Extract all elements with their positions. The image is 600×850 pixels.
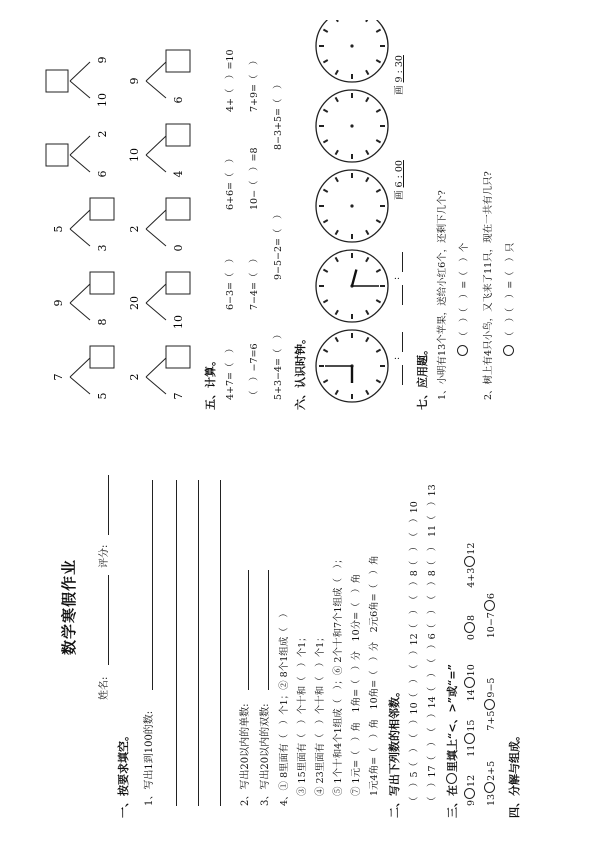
number-tree bbox=[128, 272, 190, 329]
answer-line[interactable] bbox=[248, 570, 249, 690]
number-tree bbox=[52, 272, 114, 326]
tree-left-number: 6 bbox=[96, 170, 109, 178]
number-tree bbox=[52, 198, 114, 252]
q2-prompt: 2、写出20以内的单数: bbox=[240, 703, 251, 806]
tree-branch bbox=[70, 81, 90, 98]
clock-rim bbox=[316, 20, 388, 82]
page-title: 数学寒假作业 bbox=[60, 558, 78, 655]
clock-center bbox=[350, 44, 353, 47]
calc-item: 5+3−4=（ ） bbox=[273, 329, 284, 400]
tree-left-number: 5 bbox=[96, 392, 109, 400]
q4-row: ④ 23里面有（ ）个十和（ ）个1； bbox=[315, 632, 326, 796]
tree-right-number: 9 bbox=[96, 56, 109, 64]
number-tree bbox=[128, 198, 190, 252]
operator-circle[interactable] bbox=[457, 345, 468, 356]
tree-branch bbox=[146, 62, 166, 81]
q3-prompt: 3、写出20以内的双数: bbox=[260, 703, 271, 806]
name-label: 姓名: bbox=[99, 676, 110, 700]
neighbor-row: （ ）17（ ） （ ）14（ ） （ ）6（ ） （ ）8（ ） 11（ ）13 bbox=[427, 484, 438, 806]
answer-box bbox=[166, 272, 190, 294]
tree-top-number: 2 bbox=[128, 373, 141, 381]
q4-row: 4、① 8里面有（ ）个1；② 8个1组成（ ） bbox=[279, 608, 290, 806]
calc-item: （ ）−7=6 bbox=[249, 343, 260, 400]
calc-item: 4+7=（ ） bbox=[225, 343, 236, 400]
compare-circle[interactable] bbox=[464, 788, 475, 799]
tree-branch bbox=[70, 377, 90, 394]
q4-row: ⑦ 1元=（ ）角 1角=（ ）分 10分=（ ）角 bbox=[351, 573, 362, 796]
tree-branch bbox=[70, 136, 90, 155]
compare-row: 132+5 7+59−5 10−76 bbox=[486, 593, 497, 806]
tree-left-number: 3 bbox=[96, 244, 109, 252]
section-3-heading: 三、在里填上“<、>”或“=” bbox=[446, 664, 459, 818]
word-problem-1: 1、小明有13个苹果，送给小红6个，还剩下几个? bbox=[437, 190, 448, 400]
tree-branch bbox=[70, 229, 90, 246]
tree-top-number: 9 bbox=[52, 299, 65, 307]
score-label: 评分: bbox=[99, 544, 110, 568]
clock-face bbox=[316, 20, 388, 82]
number-tree bbox=[128, 124, 190, 178]
clock-face bbox=[316, 90, 388, 162]
section-7-heading: 七、应用题。 bbox=[416, 344, 429, 410]
section-1-heading: 一、按要求填空。 bbox=[117, 730, 130, 818]
draw-time-prompt: 画 6 : 00 bbox=[394, 160, 405, 200]
answer-box bbox=[90, 346, 114, 368]
tree-top-number: 9 bbox=[128, 77, 141, 85]
tree-branch bbox=[70, 62, 90, 81]
calc-item: 9−5−2=（ ） bbox=[273, 209, 284, 280]
answer-line[interactable] bbox=[152, 480, 153, 690]
tree-branch bbox=[146, 358, 166, 377]
tree-left-number: 4 bbox=[172, 170, 185, 178]
calc-item: 6−3=（ ） bbox=[225, 253, 236, 310]
q4-row: 1元4角=（ ）角 10角=（ ）分 2元6角=（ ）角 bbox=[369, 555, 380, 796]
tree-top-number: 10 bbox=[128, 148, 141, 162]
answer-box bbox=[90, 272, 114, 294]
answer-line[interactable] bbox=[220, 480, 221, 806]
q1-prompt: 1、写出1到100的数: bbox=[144, 710, 155, 806]
section-6-heading: 六、认识时钟。 bbox=[294, 333, 307, 410]
compare-circle[interactable] bbox=[464, 556, 475, 567]
compare-circle[interactable] bbox=[484, 699, 495, 710]
tree-branch bbox=[70, 303, 90, 320]
tree-branch bbox=[146, 81, 166, 98]
circle-icon bbox=[446, 773, 457, 784]
calc-item: 6+6=（ ） bbox=[225, 153, 236, 210]
section-4-heading: 四、分解与组成。 bbox=[508, 730, 521, 818]
tree-branch bbox=[146, 155, 166, 172]
tree-left-number: 10 bbox=[96, 93, 109, 107]
number-tree bbox=[52, 346, 114, 400]
tree-right-number: 2 bbox=[96, 130, 109, 138]
tree-branch bbox=[146, 377, 166, 394]
name-field[interactable] bbox=[108, 575, 109, 665]
tree-branch bbox=[70, 210, 90, 229]
clock-face bbox=[316, 170, 388, 242]
tree-left-number: 8 bbox=[96, 318, 109, 326]
time-answer-line[interactable] bbox=[402, 252, 403, 272]
draw-time-prompt: 画 9 : 30 bbox=[394, 55, 405, 95]
answer-line[interactable] bbox=[198, 480, 199, 806]
decomposition-trees bbox=[40, 30, 200, 410]
clock-face bbox=[316, 250, 388, 322]
compare-circle[interactable] bbox=[464, 677, 475, 688]
calc-item: 7+9=（ ） bbox=[249, 55, 260, 112]
calc-item: 8−3+5=（ ） bbox=[273, 79, 284, 150]
q4-row: ③ 15里面有（ ）个十和（ ）个1； bbox=[297, 632, 308, 796]
tree-top-number: 5 bbox=[52, 225, 65, 233]
tree-branch bbox=[146, 136, 166, 155]
answer-box bbox=[166, 346, 190, 368]
clock-center bbox=[350, 124, 353, 127]
operator-circle[interactable] bbox=[503, 345, 514, 356]
neighbor-row: （ ）5（ ） （ ）10（ ） （ ）12（ ） （ ）8（ ） （ ）10 bbox=[409, 501, 420, 806]
calc-item: 4+（ ）=10 bbox=[225, 49, 236, 112]
tree-branch bbox=[146, 303, 166, 320]
calc-item: 7−4=（ ） bbox=[249, 253, 260, 310]
number-tree bbox=[46, 57, 109, 108]
number-tree bbox=[128, 346, 190, 400]
clock-center bbox=[350, 204, 353, 207]
answer-box bbox=[166, 124, 190, 146]
time-answer-line[interactable] bbox=[402, 285, 403, 305]
tree-branch bbox=[70, 284, 90, 303]
tree-left-number: 7 bbox=[172, 392, 185, 400]
answer-box bbox=[46, 144, 68, 166]
clock-face bbox=[316, 330, 388, 402]
score-field[interactable] bbox=[108, 475, 109, 535]
time-colon: : bbox=[391, 356, 402, 360]
answer-box bbox=[46, 70, 68, 92]
answer-box bbox=[166, 198, 190, 220]
compare-circle[interactable] bbox=[484, 600, 495, 611]
equation-1: （ ）（ ）=（ ）个 bbox=[456, 243, 470, 380]
compare-circle[interactable] bbox=[484, 782, 495, 793]
q4-row: ⑤ 1个十和4个1组成（ ）；⑥ 2个十和7个1组成（ ）； bbox=[333, 554, 344, 796]
answer-box bbox=[166, 50, 190, 72]
word-problem-2: 2、树上有4只小鸟，又飞来了11只，现在一共有几只? bbox=[483, 171, 494, 400]
section-2-heading: 二、写出下列数的相邻数。 bbox=[388, 686, 401, 818]
number-tree bbox=[128, 50, 190, 104]
answer-line[interactable] bbox=[268, 570, 269, 690]
tree-left-number: 6 bbox=[172, 96, 185, 104]
tree-left-number: 10 bbox=[172, 315, 185, 329]
answer-line[interactable] bbox=[176, 480, 177, 806]
time-colon: : bbox=[391, 276, 402, 280]
calc-item: 10−（ ）=8 bbox=[249, 147, 260, 210]
tree-top-number: 7 bbox=[52, 373, 65, 381]
compare-circle[interactable] bbox=[464, 622, 475, 633]
equation-2: （ ）（ ）=（ ）只 bbox=[502, 243, 516, 380]
time-answer-line[interactable] bbox=[402, 365, 403, 385]
tree-branch bbox=[146, 284, 166, 303]
tree-branch bbox=[70, 358, 90, 377]
tree-top-number: 2 bbox=[128, 225, 141, 233]
compare-row: 912 1115 1410 08 4+312 bbox=[466, 542, 477, 806]
compare-circle[interactable] bbox=[464, 733, 475, 744]
tree-branch bbox=[146, 210, 166, 229]
tree-branch bbox=[146, 229, 166, 246]
number-tree bbox=[46, 131, 109, 178]
tree-left-number: 0 bbox=[172, 244, 185, 252]
tree-top-number: 20 bbox=[128, 296, 141, 310]
time-answer-line[interactable] bbox=[402, 332, 403, 352]
section-5-heading: 五、计算。 bbox=[204, 355, 217, 410]
tree-branch bbox=[70, 155, 90, 172]
answer-box bbox=[90, 198, 114, 220]
